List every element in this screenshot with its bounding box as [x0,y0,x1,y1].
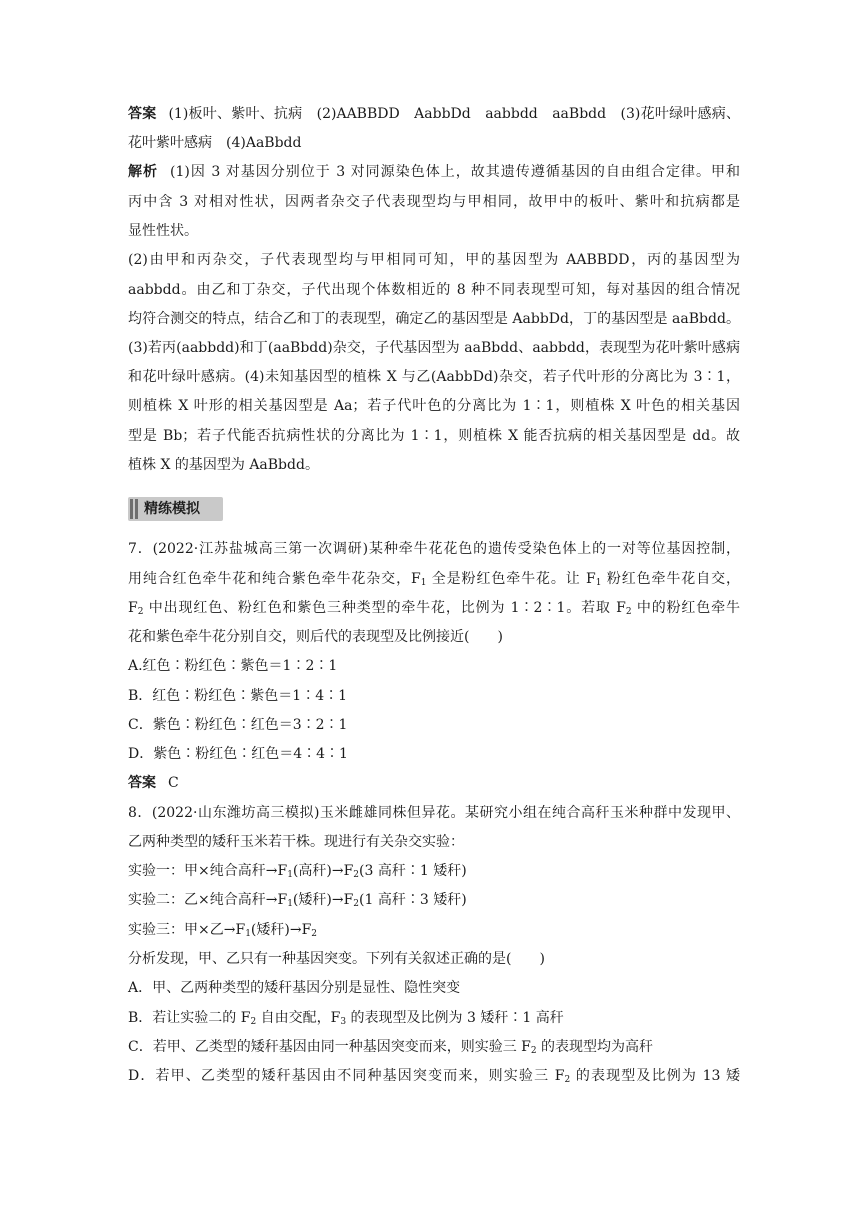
q8-option-b: B．若让实验二的 $F_2$ 自由交配，$F_3$ 的表现型及比例为 3 矮秆∶1 高秆 [128,1010,564,1027]
analysis-line-11: 植株 X 的基因型为 AaBbdd。 [128,457,319,473]
section-bar-icon [130,499,133,519]
q8-line-2: 乙两种类型的矮秆玉米若干株。现进行有关杂交实验： [128,834,464,850]
q7-option-c: C．紫色∶粉红色∶红色＝3∶2∶1 [128,717,348,733]
q8-option-a: A．甲、乙两种类型的矮秆基因分别是显性、隐性突变 [128,980,461,996]
analysis-line-8: 和花叶绿叶感病。(4)未知基因型的植株 X 与乙(AabbDd)杂交，若子代叶形的分离比为 3∶1， [128,369,740,385]
analysis-line-2: 丙中含 3 对相对性状，因两者杂交子代表现型均与甲相同，故甲中的板叶、紫叶和抗病都是 [128,194,740,210]
q7-answer-label: 答案 [128,775,156,791]
q8-stem: 分析发现，甲、乙只有一种基因突变。下列有关叙述正确的是( ) [128,951,545,967]
analysis-line-1 [128,162,740,182]
answer-text: (1)板叶、紫叶、抗病 (2)AABBDD AabbDd aabbdd aaBbdd (3)花叶绿叶感病、 [168,106,740,122]
q7-answer [128,773,740,793]
analysis-line-6: 均符合测交的特点，结合乙和丁的表现型，确定乙的基因型是 AabbDd，丁的基因型是 aaBbdd。 [128,311,740,327]
analysis-line-7: (3)若丙(aabbdd)和丁(aaBbdd)杂交，子代基因型为 aaBbdd、aabbdd，表现型为花叶紫叶感病 [128,340,740,356]
q8-option-d: D．若甲、乙类型的矮秆基因由不同种基因突变而来，则实验三 $F_2$ 的表现型及比例为 13 矮 [128,1068,740,1085]
analysis-label: 解析 [128,164,159,180]
q7-option-d: D．紫色∶粉红色∶红色＝4∶4∶1 [128,746,348,762]
analysis-line-10: 型是 Bb；若子代能否抗病性状的分离比为 1∶1，则植株 X 能否抗病的相关基因型是 dd。故 [128,428,740,444]
answer-label: 答案 [128,106,157,122]
section-title: 精练模拟 [144,501,200,517]
analysis-line-5: aabbdd。由乙和丁杂交，子代出现个体数相近的 8 种不同表现型可知，每对基因的组合情况 [128,282,740,298]
q8-line-1: 8．(2022·山东潍坊高三模拟)玉米雌雄同株但异花。某研究小组在纯合高秆玉米种群中发现甲、 [128,805,740,821]
analysis-text: (1)因 3 对基因分别位于 3 对同源染色体上，故其遗传遵循基因的自由组合定律。甲和 [170,164,740,180]
analysis-line-3: 显性性状。 [128,223,198,239]
analysis-line-9: 则植株 X 叶形的相关基因型是 Aa；若子代叶色的分离比为 1∶1，则植株 X 叶色的相关基因 [128,398,740,414]
analysis-line-4: (2)由甲和丙杂交，子代表现型均与甲相同可知，甲的基因型为 AABBDD，丙的基因型为 [128,252,740,268]
section-header [128,497,223,521]
q7-line-4: 花和紫色牵牛花分别自交，则后代的表现型及比例接近( ) [128,629,503,645]
q8-experiment-2: 实验二：乙×纯合高秆$\to F_1$(矮秆)$\to F_2(1$ 高秆∶3 矮秆) [128,892,467,909]
q7-line-1: 7．(2022·江苏盐城高三第一次调研)某种牵牛花花色的遗传受染色体上的一对等位基因控制， [128,541,740,557]
q7-line-2: 用纯合红色牵牛花和纯合紫色牵牛花杂交，$F_1$ 全是粉红色牵牛花。让 $F_1$ 粉红色牵牛花自交， [128,571,740,588]
q7-answer-value: C [168,775,179,791]
q8-experiment-3: 实验三：甲×乙$\to F_1$(矮秆)$\to F_2$ [128,922,318,939]
answer-line-2: 花叶紫叶感病 (4)AaBbdd [128,135,302,151]
section-bar-icon [135,499,138,519]
q7-option-b: B．红色∶粉红色∶紫色＝1∶4∶1 [128,688,348,704]
q8-experiment-1: 实验一：甲×纯合高秆$\to F_1$(高秆)$\to F_2(3$ 高秆∶1 矮秆) [128,863,467,880]
q7-option-a: A.红色∶粉红色∶紫色＝1∶2∶1 [128,658,338,674]
answer-line-1 [128,104,740,124]
q7-line-3: $F_2$ 中出现红色、粉红色和紫色三种类型的牵牛花，比例为 1∶2∶1。若取 $F_2$ 中的粉红色牵牛 [128,600,740,617]
q8-option-c: C．若甲、乙类型的矮秆基因由同一种基因突变而来，则实验三 $F_2$ 的表现型均为高秆 [128,1039,654,1056]
